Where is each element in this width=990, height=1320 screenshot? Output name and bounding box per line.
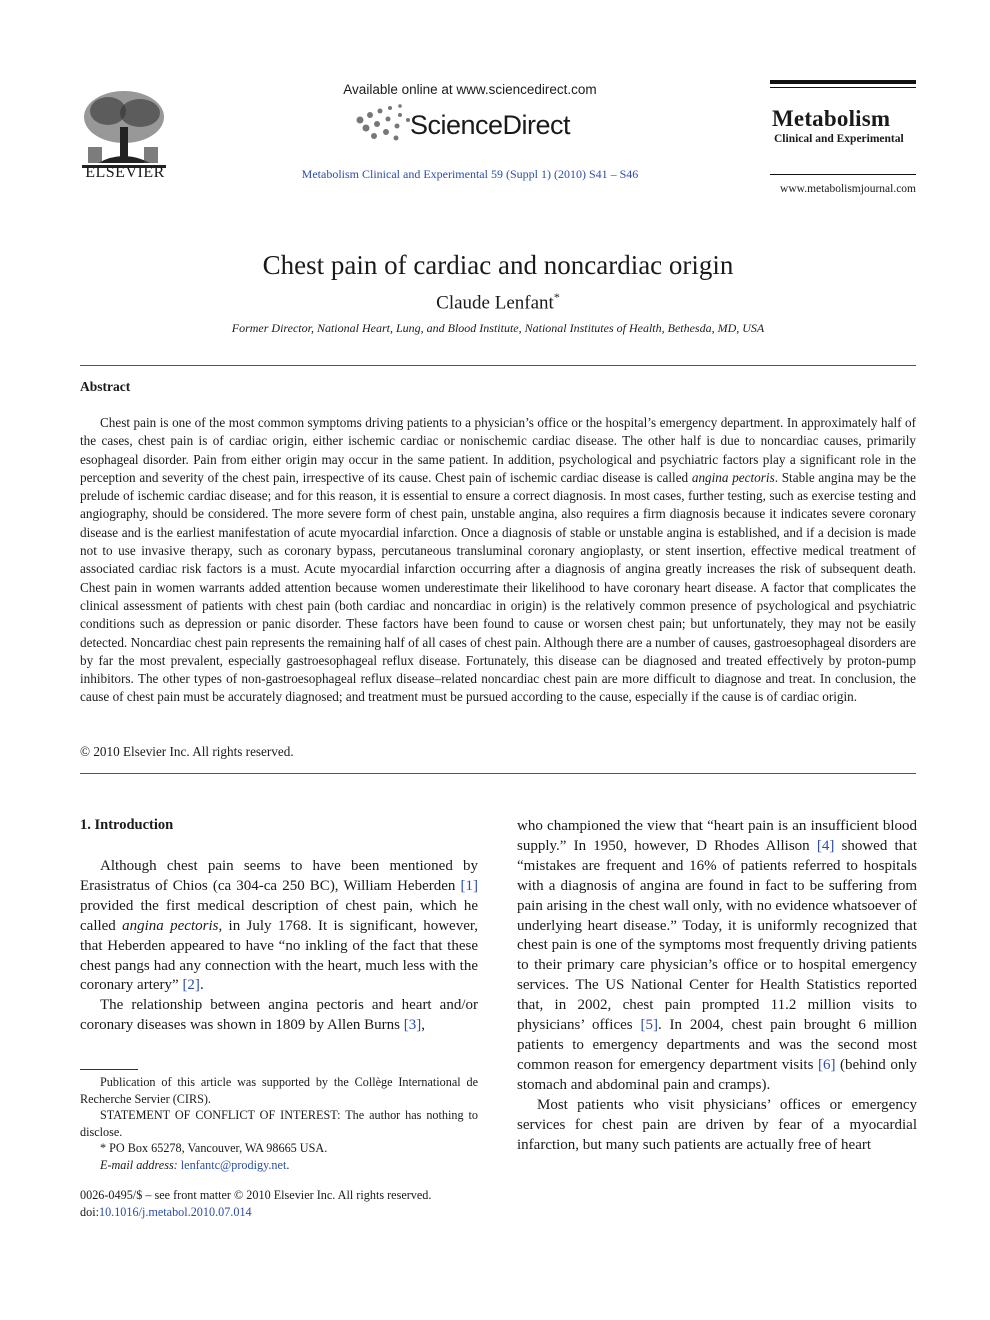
sciencedirect-wordmark: ScienceDirect — [410, 110, 571, 140]
author-footnote-mark[interactable]: * — [553, 290, 560, 304]
article-title: Chest pain of cardiac and noncardiac origin — [262, 250, 734, 280]
author-name[interactable]: Claude Lenfant — [436, 292, 554, 314]
abstract-text — [80, 414, 916, 707]
footnotes — [80, 1074, 478, 1174]
text: , in July 1768. It is significant, however, that Heberden appeared to have “no inkling of the fact that these chest pangs had any connection with the heart, much less with the coronary artery” — [80, 917, 478, 994]
text: showed that “mistakes are frequent and 16% of patients referred to hospitals with a diagnosis of angina are found in fact to be suffering from pain arising in the chest wall only, with no evidence whatsoever of underlying heart disease.” Today, it is uniformly recognized that chest pain is one of the symptoms most frequently driving patients to their primary care physician’s office or to hospital emergency services. The US National Center for Health Statistics reported that, in 2002, chest pain prompted 11.2 million visits to physicians’ offices — [517, 837, 918, 1034]
doi-label: doi: — [80, 1204, 99, 1219]
journal-rule-top — [770, 80, 916, 84]
text: (behind only stomach and abdominal pain and cramps). — [517, 1056, 917, 1093]
journal-rule-top-thin — [770, 87, 916, 88]
intro-paragraph-2-cont — [517, 817, 917, 1096]
footnote-address: * PO Box 65278, Vancouver, WA 98665 USA. — [100, 1141, 328, 1156]
text: . In 2004, chest pain brought 6 million patients to emergency departments and was the second most common reason for emergency department visits — [517, 1017, 918, 1073]
footnote-email — [80, 1157, 478, 1174]
issn-line: 0026-0495/$ – see front matter © 2010 Elsevier Inc. All rights reserved. — [80, 1188, 432, 1202]
email-label: E-mail address: — [100, 1157, 178, 1172]
abstract-copyright: © 2010 Elsevier Inc. All rights reserved. — [80, 744, 294, 759]
footnote-conflict: STATEMENT OF CONFLICT OF INTEREST: The author has nothing to disclose. — [80, 1108, 478, 1139]
abstract-bottom-rule — [80, 773, 916, 774]
reference-link-1[interactable]: [1] — [460, 877, 478, 894]
doi-line — [80, 1204, 500, 1221]
publisher-name: ELSEVIER — [85, 164, 165, 181]
text: . — [286, 1157, 290, 1172]
journal-rule-bottom — [770, 174, 916, 175]
reference-link-6[interactable]: [6] — [817, 1056, 836, 1073]
section-heading-introduction: 1. Introduction — [80, 817, 174, 833]
abstract-top-rule — [80, 365, 916, 366]
text: , — [421, 1017, 425, 1034]
text: The relationship between angina pectoris and heart and/or coronary diseases was shown in 1809 by Allen Burns — [80, 997, 478, 1034]
journal-url[interactable]: www.metabolismjournal.com — [780, 183, 916, 195]
abstract-text-part1: Chest pain is one of the most common symptoms driving patients to a physician’s office or the hospital’s emergency department. In approximately half of the cases, chest pain is of cardiac origin, either ischemic cardiac or nonischemic cardiac disease. The other half is due to noncardiac causes, primarily esophageal disorder. Pain from either origin may occur in the same patient. In addition, psychological and psychiatric factors play a significant role in the perception and severity of the chest pain, irrespective of its cause. Chest pain of ischemic cardiac disease is called — [80, 415, 916, 485]
journal-subtitle: Clinical and Experimental — [774, 133, 904, 145]
doi-link[interactable]: 10.1016/j.metabol.2010.07.014 — [98, 1204, 252, 1219]
footnote-rule — [80, 1069, 138, 1070]
footnote-funding: Publication of this article was supported by the Collège International de Recherche Servier (CIRS). — [80, 1075, 478, 1106]
journal-citation-link[interactable]: Metabolism Clinical and Experimental 59 (Suppl 1) (2010) S41 – S46 — [301, 167, 639, 181]
text: . — [199, 977, 204, 994]
abstract-heading: Abstract — [80, 379, 131, 394]
front-matter — [80, 1187, 500, 1220]
text: provided the first medical description of chest pain, which he called — [80, 897, 478, 934]
abstract-text-part2: . Stable angina may be the prelude of ischemic cardiac disease; and for this reason, it is essential to ensure a correct diagnosis. In most cases, further testing, such as exercise testing and angiography, should be considered. The more severe form of chest pain, unstable angina, also requires a firm diagnosis because it indicates severe coronary disease and is the earliest manifestation of acute myocardial infarction. Once a diagnosis of stable or unstable angina is established, and if a decision is made not to use invasive therapy, such as coronary bypass, percutaneous transluminal coronary angioplasty, or stent insertion, effective medical treatment of associated cardiac risk factors is a must. Acute myocardial infarction occurring after a diagnosis of angina greatly increases the risk of subsequent death. Chest pain in women warrants added attention because women underestimate their likelihood to have coronary heart disease. A factor that complicates the clinical assessment of patients with chest pain (both cardiac and noncardiac in origin) is the relatively common presence of psychological and psychiatric conditions such as depression or panic disorder. These factors have been found to cause or worsen chest pain; but unfortunately, they may not be easily detected. Noncardiac chest pain represents the remaining half of all cases of chest pain. Although there are a number of causes, gastroesophageal disorders are by far the most prevalent, especially gastroesophageal reflux disease. Fortunately, this disease can be diagnosed and treated effectively by proton-pump inhibitors. The other types of non-gastroesophageal reflux disease–related noncardiac chest pain are more difficult to diagnose and treat. In conclusion, the cause of chest pain must be accurately diagnosed; and treatment must be pursued according to the cause, especially if the cause is of cardiac origin. — [80, 469, 916, 705]
intro-paragraph-1 — [80, 857, 478, 996]
email-link[interactable]: lenfantc@prodigy.net — [180, 1157, 287, 1172]
right-column — [517, 817, 917, 1155]
author-line — [80, 290, 916, 314]
left-column — [80, 857, 478, 1036]
journal-title: Metabolism — [772, 106, 891, 131]
reference-link-5[interactable]: [5] — [640, 1017, 658, 1034]
available-online-text[interactable]: Available online at www.sciencedirect.com — [343, 82, 597, 97]
reference-link-2[interactable]: [2] — [182, 977, 200, 994]
intro-paragraph-2 — [80, 996, 478, 1036]
reference-link-4[interactable]: [4] — [816, 837, 835, 854]
abstract-italic-term: angina pectoris — [691, 469, 775, 485]
text: Although chest pain seems to have been mentioned by Erasistratus of Chios (ca 304-ca 250 BC), William Heberden — [80, 858, 478, 894]
intro-paragraph-3: Most patients who visit physicians’ offices or emergency services for chest pain are driven by fear of a myocardial infarction, but many such patients are actually free of heart — [517, 1096, 917, 1153]
text: who championed the view that “heart pain is an insufficient blood supply.” In 1950, however, D Rhodes Allison — [517, 818, 917, 854]
reference-link-3[interactable]: [3] — [403, 1017, 422, 1034]
author-affiliation: Former Director, National Heart, Lung, and Blood Institute, National Institutes of Health, Bethesda, MD, USA — [231, 321, 765, 335]
italic-term: angina pectoris — [122, 917, 219, 934]
